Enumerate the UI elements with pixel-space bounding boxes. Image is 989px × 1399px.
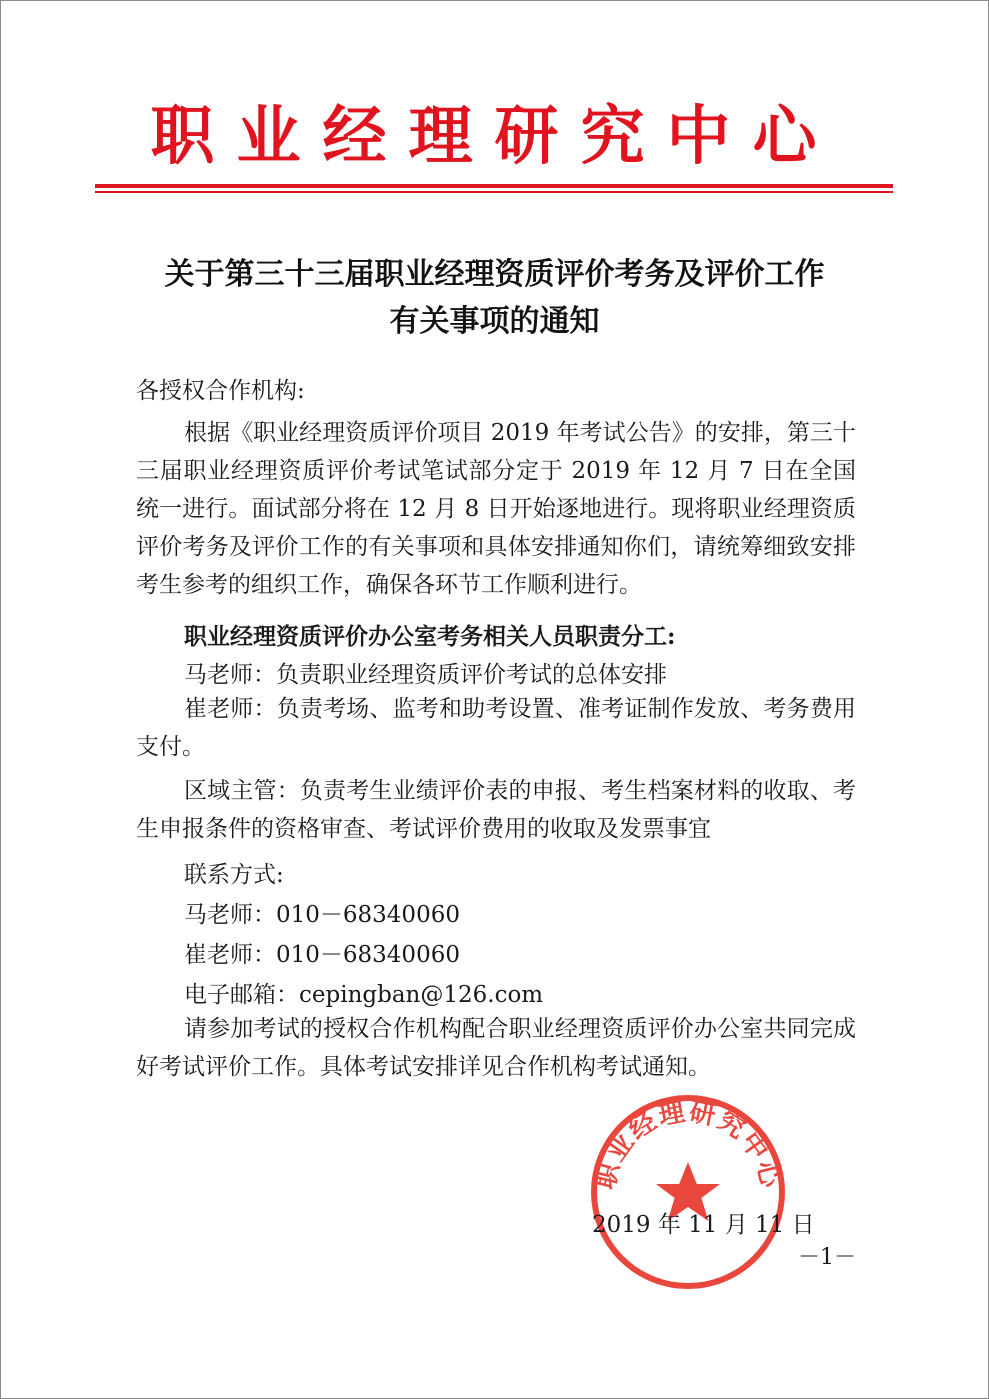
header-rule-thick	[95, 184, 893, 188]
contact-heading: 联系方式:	[184, 862, 284, 888]
official-seal	[588, 1092, 788, 1292]
notice-title-line2: 有关事项的通知	[389, 304, 600, 339]
header-rule-thin	[95, 191, 893, 193]
contact-cui: 崔老师：010－68340060	[184, 942, 460, 968]
duty-ma: 马老师：负责职业经理资质评价考试的总体安排	[184, 662, 667, 688]
duty-cui: 崔老师：负责考场、监考和助考设置、准考证制作发放、考务费用支付。	[136, 696, 856, 760]
intro-paragraph: 根据《职业经理资质评价项目 2019 年考试公告》的安排，第三十三届职业经理资质评价考试笔试部分定于 2019 年 12 月 7 日在全国统一进行。面试部分将在 12 月 8 日开始逐地进行。现将职业经理资质评价考务及评价工作的有关事项和具体安排通知你们，请统筹细致安排考生参考的组织工作，确保各环节工作顺利进行。	[136, 420, 856, 598]
duties-heading: 职业经理资质评价办公室考务相关人员职责分工:	[184, 623, 676, 650]
issue-date: 2019 年 11 月 11 日	[592, 1212, 815, 1238]
contact-ma: 马老师：010－68340060	[184, 902, 460, 928]
duty-region: 区域主管：负责考生业绩评价表的申报、考生档案材料的收取、考生申报条件的资格审查、考试评价费用的收取及发票事宜	[136, 778, 856, 842]
page-number: －1－	[798, 1245, 856, 1270]
salutation: 各授权合作机构:	[136, 378, 305, 404]
org-header: 职业经理研究中心	[150, 99, 839, 174]
closing-paragraph: 请参加考试的授权合作机构配合职业经理资质评价办公室共同完成好考试评价工作。具体考试安排详见合作机构考试通知。	[136, 1016, 856, 1080]
seal-text: 职业经理研究中心	[590, 1097, 786, 1193]
notice-title-line1: 关于第三十三届职业经理资质评价考务及评价工作	[164, 257, 825, 292]
contact-email: 电子邮箱：cepingban@126.com	[184, 982, 544, 1008]
